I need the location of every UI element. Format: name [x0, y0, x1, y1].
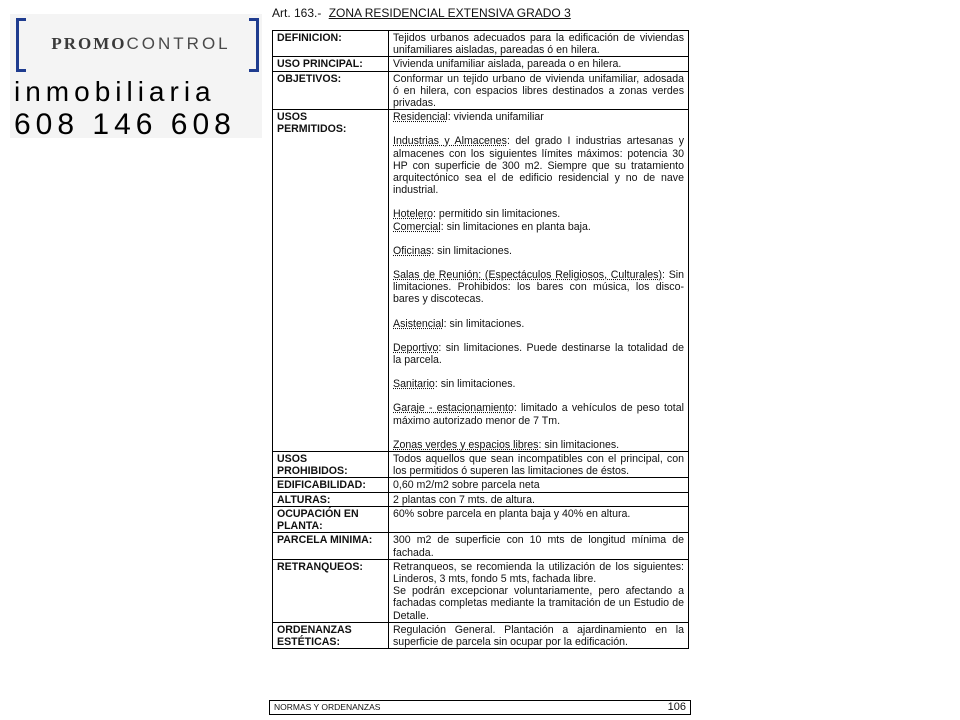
- use-term: Asistencial: [393, 317, 444, 330]
- list-item: [393, 402, 684, 426]
- logo-left-bracket: [16, 18, 26, 72]
- list-item: [393, 208, 684, 220]
- promocontrol-logo: [10, 14, 262, 141]
- row-label: OBJETIVOS:: [273, 71, 389, 110]
- label-line: PROHIBIDOS:: [277, 465, 348, 478]
- row-label: DEFINICION:: [273, 31, 389, 57]
- list-item: [393, 245, 684, 257]
- table-row: [273, 31, 689, 57]
- use-term: Salas de Reunión: (Espectáculos Religiosos, Culturales): [393, 269, 662, 282]
- list-item: [393, 221, 684, 233]
- page-number: 106: [667, 701, 686, 713]
- zoning-table: [272, 30, 689, 649]
- use-term: Comercial: [393, 220, 441, 233]
- use-text: : del grado I industrias artesanas y almacenes con los siguientes límites máximos: potencia 30 HP con superficie de 300 m2. Siempre que su tratamiento arquitectónico sea el de edificio residencial y no de nave industrial.: [393, 135, 684, 197]
- row-value: 300 m2 de superficie con 10 mts de longitud mínima de fachada.: [389, 533, 689, 559]
- brand-part-promo: PROMO: [51, 34, 127, 53]
- use-text: : vivienda unifamiliar: [447, 111, 544, 124]
- use-term: Zonas verdes y espacios libres: [393, 438, 539, 451]
- use-term: Garaje - estacionamiento: [393, 402, 514, 415]
- list-item: [393, 111, 684, 123]
- table-row: [273, 506, 689, 532]
- table-row: [273, 478, 689, 492]
- list-item: [393, 269, 684, 306]
- table-row: [273, 452, 689, 478]
- use-text: : sin limitaciones.: [538, 438, 620, 451]
- brand-name: [30, 34, 252, 54]
- use-term: Residencial: [393, 111, 448, 124]
- company-type: inmobiliaria: [14, 76, 216, 107]
- footer-section: NORMAS Y ORDENANZAS: [274, 702, 381, 712]
- table-row: [273, 533, 689, 559]
- list-item: [393, 342, 684, 366]
- row-label: PARCELA MINIMA:: [273, 533, 389, 559]
- table-row: [273, 492, 689, 506]
- row-value: 2 plantas con 7 mts. de altura.: [389, 492, 689, 506]
- use-term: Industrias y Almacenes: [393, 135, 507, 148]
- article-number: Art. 163.-: [272, 6, 322, 20]
- brand-part-control: CONTROL: [126, 34, 231, 53]
- article-title: ZONA RESIDENCIAL EXTENSIVA GRADO 3: [328, 6, 571, 20]
- table-row: [273, 559, 689, 622]
- row-label: RETRANQUEOS:: [273, 559, 389, 622]
- label-line: USOS: [277, 111, 308, 124]
- use-text: : limitado a vehículos de peso total máximo autorizado menor de 7 Tm.: [393, 402, 684, 427]
- row-value: 0,60 m2/m2 sobre parcela neta: [389, 478, 689, 492]
- list-item: [393, 318, 684, 330]
- list-item: [393, 439, 684, 451]
- row-label: [273, 110, 389, 452]
- row-label: USO PRINCIPAL:: [273, 57, 389, 71]
- row-value: Tejidos urbanos adecuados para la edificación de viviendas unifamiliares aisladas, pareadas ó en hilera.: [389, 31, 689, 57]
- table-row: [273, 57, 689, 71]
- label-line: PERMITIDOS:: [277, 123, 347, 136]
- row-value: Vivienda unifamiliar aislada, pareada o en hilera.: [389, 57, 689, 71]
- use-term: Sanitario: [393, 378, 435, 391]
- use-text: : Sin limitaciones. Prohibidos: los bares con música, los disco-bares y discotecas.: [393, 269, 684, 306]
- use-term: Hotelero: [393, 208, 434, 221]
- row-label: [273, 452, 389, 478]
- list-item: [393, 135, 684, 196]
- row-value: Conformar un tejido urbano de vivienda unifamiliar, adosada ó en hilera, con espacios libres destinados a zonas verdes privadas.: [389, 71, 689, 110]
- row-label: [273, 506, 389, 532]
- list-item: [393, 378, 684, 390]
- permitted-uses-list: [389, 110, 689, 452]
- label-line: ESTÉTICAS:: [277, 635, 340, 648]
- use-text: : sin limitaciones en planta baja.: [440, 220, 591, 233]
- label-line: ORDENANZAS: [277, 623, 352, 636]
- row-value: Todos aquellos que sean incompatibles con el principal, con los permitidos ó superen las limitaciones de éstos.: [389, 452, 689, 478]
- label-line: OCUPACIÓN EN: [277, 507, 359, 520]
- label-line: PLANTA:: [277, 520, 323, 533]
- row-label: ALTURAS:: [273, 492, 389, 506]
- use-text: : sin limitaciones.: [434, 378, 516, 391]
- table-row: [273, 71, 689, 110]
- page-footer: [269, 700, 691, 715]
- row-value: 60% sobre parcela en planta baja y 40% en altura.: [389, 506, 689, 532]
- table-row: [273, 622, 689, 648]
- setback-text: Retranqueos, se recomienda la utilización de los siguientes: Linderos, 3 mts, fondo 5 mts, fachada libre.: [393, 560, 684, 585]
- use-text: : permitido sin limitaciones.: [433, 208, 561, 221]
- use-text: : sin limitaciones. Puede destinarse la totalidad de la parcela.: [393, 341, 684, 367]
- row-label: EDIFICABILIDAD:: [273, 478, 389, 492]
- table-row: [273, 110, 689, 452]
- row-label: [273, 622, 389, 648]
- label-line: USOS: [277, 453, 308, 466]
- use-text: : sin limitaciones.: [443, 317, 525, 330]
- phone-number: 608 146 608: [14, 108, 236, 141]
- use-term: Deportivo: [393, 341, 439, 354]
- use-term: Oficinas: [393, 244, 432, 257]
- article-header: [272, 6, 571, 20]
- row-value: [389, 559, 689, 622]
- setback-exception-text: Se podrán excepcionar voluntariamente, pero afectando a fachadas completas mediante la tramitación de un Estudio de Detalle.: [393, 585, 684, 622]
- row-value: Regulación General. Plantación a ajardinamiento en la superficie de parcela sin ocupar por la edificación.: [389, 622, 689, 648]
- use-text: : sin limitaciones.: [431, 244, 512, 257]
